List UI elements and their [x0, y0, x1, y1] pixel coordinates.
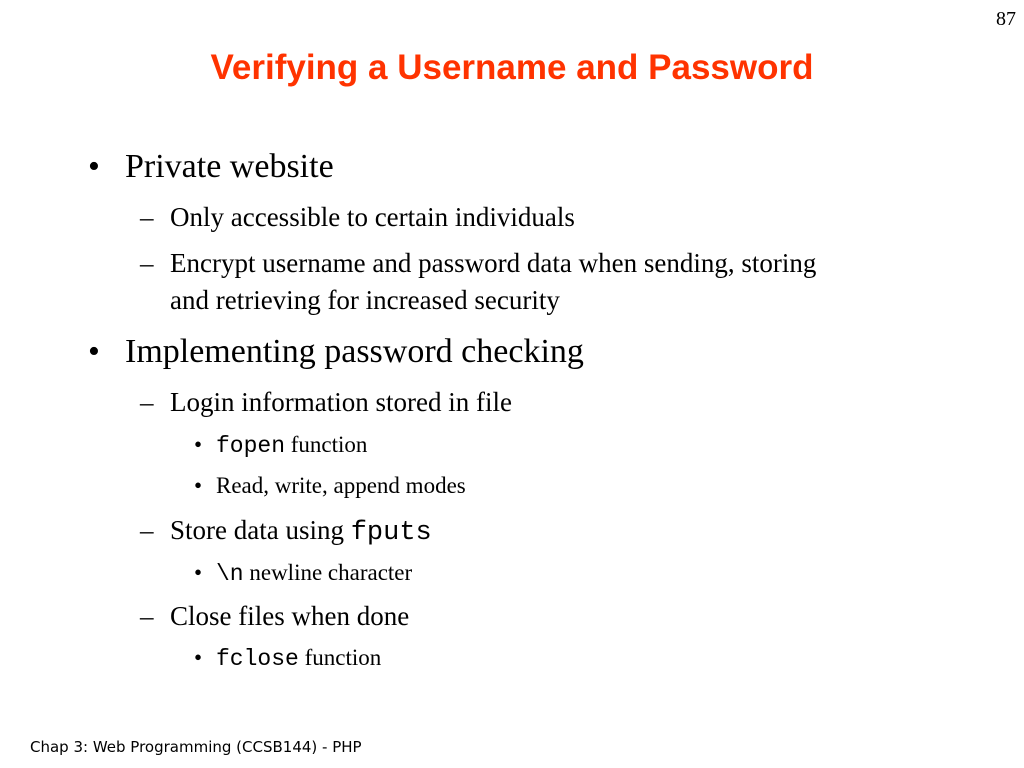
page-number: 87 [996, 8, 1016, 30]
code-fclose: fclose [216, 646, 299, 672]
subbullet-close-files: Close files when done [170, 601, 410, 631]
dot-marker: • [194, 560, 203, 585]
store-data-text: Store data using [170, 515, 351, 545]
dash-marker: – [140, 515, 154, 545]
dash-marker: – [140, 248, 154, 278]
fclose-text: function [298, 645, 382, 670]
subsubbullet-fopen [216, 432, 367, 459]
subsubbullet-modes: Read, write, append modes [216, 473, 466, 498]
subsubbullet-fclose [216, 645, 381, 672]
subbullet-login-info: Login information stored in file [170, 387, 512, 417]
dot-marker: • [194, 473, 203, 498]
code-fopen: fopen [216, 433, 286, 459]
code-fputs: fputs [350, 518, 432, 548]
dot-marker: • [194, 432, 203, 457]
footer: Chap 3: Web Programming (CCSB144) - PHP [30, 738, 362, 756]
slide-title: Verifying a Username and Password [210, 48, 814, 87]
bullet-private-website: Private website [125, 148, 334, 185]
dash-marker: – [140, 202, 154, 232]
newline-text: newline character [243, 560, 413, 585]
dash-marker: – [140, 601, 154, 631]
code-newline: \n [216, 561, 244, 587]
bullet-marker: • [88, 333, 100, 370]
fopen-text: function [285, 432, 368, 457]
bullet-marker: • [88, 148, 100, 185]
dot-marker: • [194, 645, 203, 670]
subbullet-only-accessible: Only accessible to certain individuals [170, 202, 575, 232]
subsubbullet-newline [216, 560, 412, 587]
bullet-implementing-password-checking: Implementing password checking [125, 333, 584, 370]
subbullet-encrypt-line1: Encrypt username and password data when sending, storing [170, 248, 817, 278]
subbullet-store-data [170, 515, 432, 548]
dash-marker: – [140, 387, 154, 417]
subbullet-encrypt-line2: and retrieving for increased security [170, 285, 560, 315]
